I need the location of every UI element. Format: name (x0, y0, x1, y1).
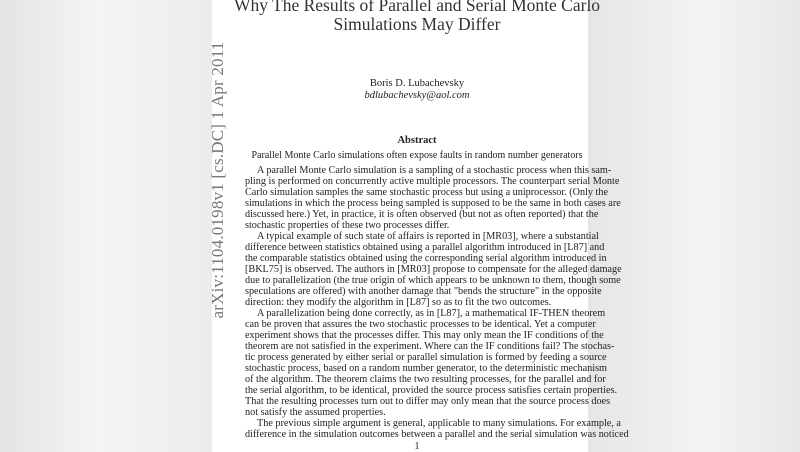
body-text (245, 165, 629, 440)
author-name: Boris D. Lubachevsky (369, 78, 465, 89)
paper-title (212, 0, 622, 34)
author-email: bdlubachevsky@aol.com (364, 90, 470, 101)
text-line: direction: they modify the algorithm in [L87] so as to fit the two outcomes. (245, 297, 552, 308)
text-line: simulations in which the process being sampled is supposed to be the same in both cases are (245, 198, 621, 209)
text-line: stochastic properties of these two processes differ. (245, 220, 450, 231)
page-number: 1 (414, 441, 420, 452)
text-line: [BKL75] is observed. The authors in [MR03] propose to compensate for the alleged damage (245, 264, 622, 275)
text-line: A typical example of such state of affairs is reported in [MR03], where a substantial (257, 231, 599, 242)
text-line: stochastic process, based on a random number generator, to the deterministic mechanism (245, 363, 607, 374)
text-line: can be proven that assures the two stochastic processes to be identical. Yet a computer (245, 319, 596, 330)
author-block (212, 78, 622, 102)
text-line: theorem are not satisfied in the experiment. Where can the IF conditions fail? The stochas- (245, 341, 615, 352)
text-line: due to parallelization (the true origin of which appears to be unknown to them, though some (245, 275, 621, 286)
text-line: the serial algorithm, to be identical, provided the source process satisfies certain properties. (245, 385, 618, 396)
text-line: Carlo simulation samples the same stochastic process but using a uniprocessor. (Only the (245, 187, 609, 198)
text-line: difference between statistics obtained using a parallel algorithm introduced in [L87] and (245, 242, 605, 253)
abstract-text: Parallel Monte Carlo simulations often expose faults in random number generators (251, 150, 583, 161)
text-line: not satisfy the assumed properties. (245, 407, 386, 418)
text-line: tic process generated by either serial or parallel simulation is formed by feeding a source (245, 352, 607, 363)
text-line: discussed here.) Yet, in practice, it is often observed (but not as often reported) that the (245, 209, 599, 220)
title-line: Simulations May Differ (333, 14, 501, 34)
arxiv-stamp: arXiv:1104.0198v1 [cs.DC] 1 Apr 2011 (208, 41, 227, 319)
text-line: the comparable statistics obtained using the corresponding serial algorithm introduced in (245, 253, 607, 264)
text-line: pling is performed on concurrently active multiple processors. The counterpart serial Monte (245, 176, 620, 187)
text-line: experiment shows that the processes differ. This may only mean the IF conditions of the (245, 330, 604, 341)
title-line: Why The Results of Parallel and Serial Monte Carlo (233, 0, 601, 15)
text-line: of the algorithm. The theorem claims the two resulting processes, for the parallel and for (245, 374, 606, 385)
text-line: The previous simple argument is general, applicable to many simulations. For example, a (257, 418, 621, 429)
text-line: difference in the simulation outcomes between a parallel and the serial simulation was noticed (245, 429, 629, 440)
text-line: speculations are offered) with another damage that "bends the structure" in the opposite (245, 286, 602, 297)
text-line: That the resulting processes turn out to differ may only mean that the source process does (245, 396, 611, 407)
text-line: A parallelization being done correctly, as in [L87], a mathematical IF-THEN theorem (257, 308, 606, 319)
text-line: A parallel Monte Carlo simulation is a sampling of a stochastic process when this sam- (257, 165, 612, 176)
abstract-heading: Abstract (397, 135, 437, 146)
